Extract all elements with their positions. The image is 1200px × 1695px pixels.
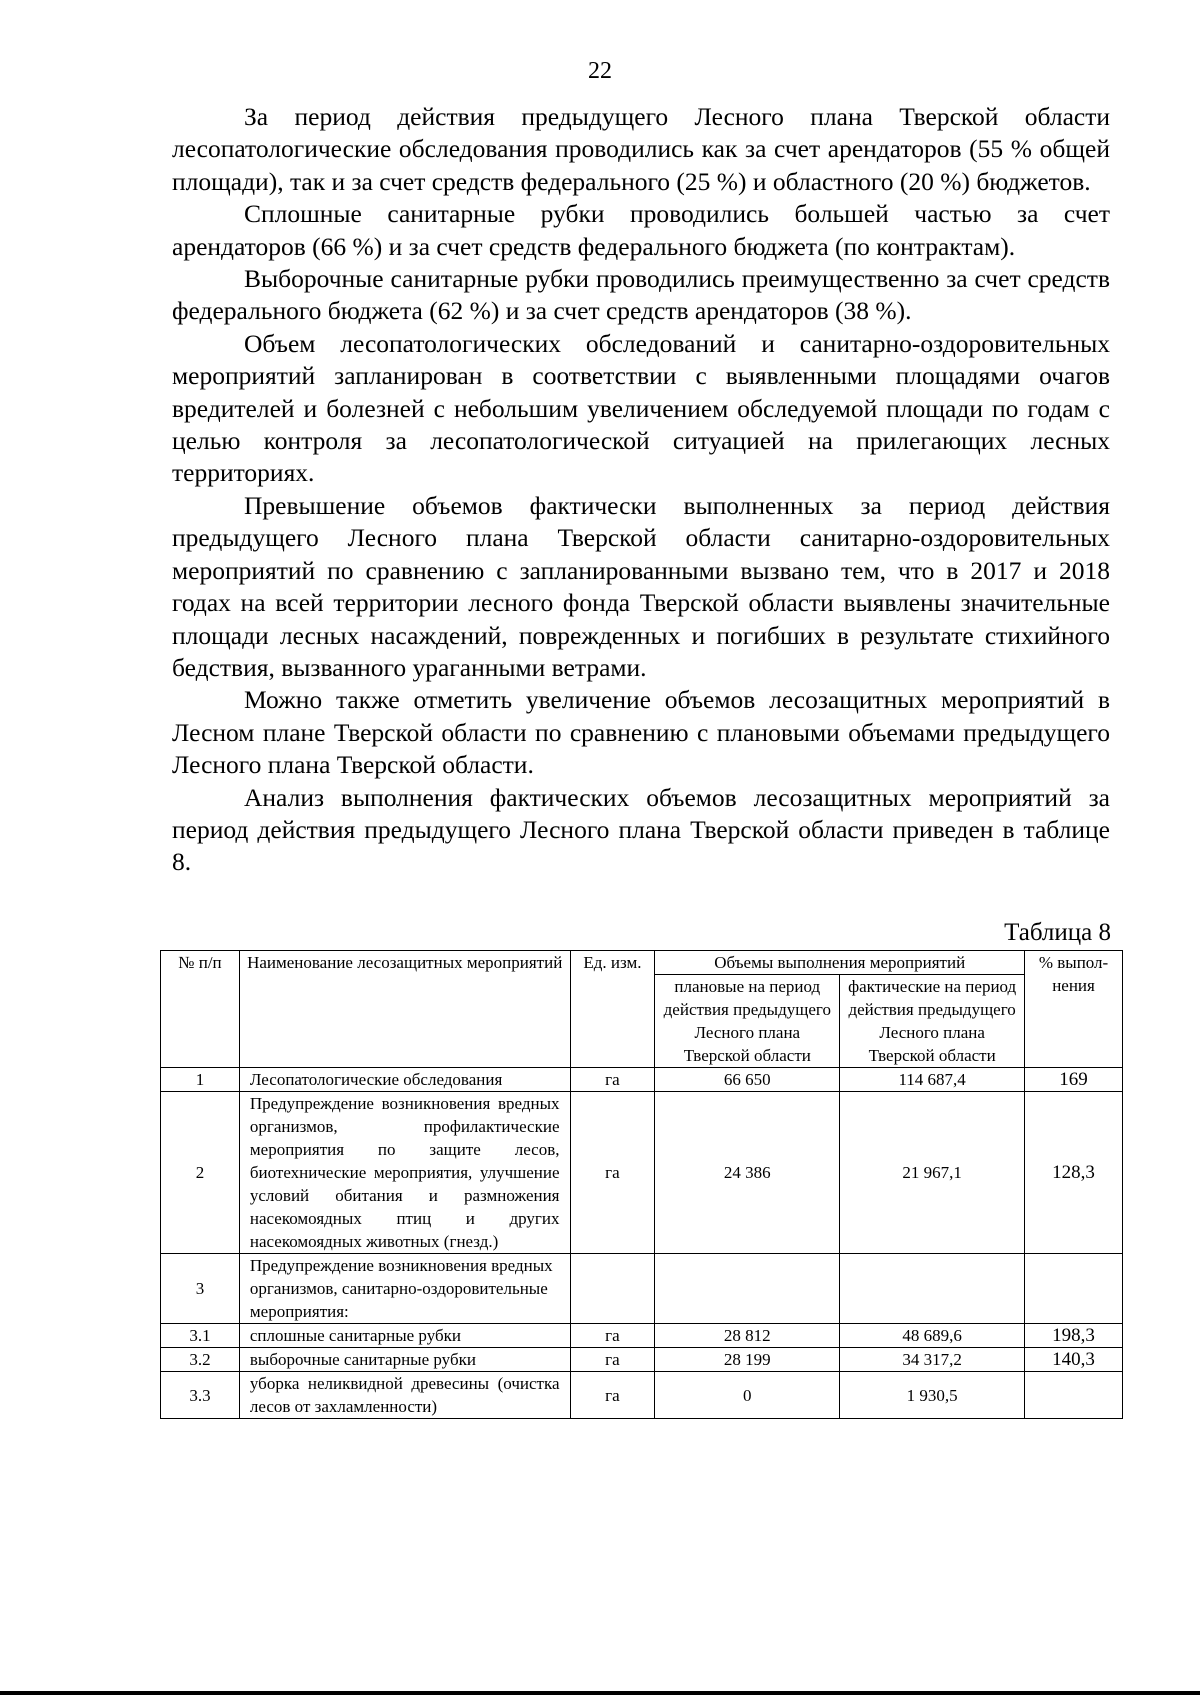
cell-name: выборочные санитарные рубки (239, 1348, 570, 1372)
cell-unit: га (570, 1324, 655, 1348)
paragraph: Сплошные санитарные рубки проводились большей частью за счет арендаторов (66 %) и за счет средств федерального бюджета (по контрактам). (172, 199, 1110, 261)
cell-name: Предупреждение возникновения вредных организмов, санитарно-оздоровительные мероприятия: (239, 1254, 570, 1324)
cell-unit (570, 1254, 655, 1324)
cell-percent: 140,3 (1025, 1348, 1123, 1372)
header-actual: фактические на период действия предыдущего Лесного плана Тверской области (840, 975, 1025, 1068)
cell-actual: 34 317,2 (840, 1348, 1025, 1372)
cell-unit: га (570, 1372, 655, 1419)
cell-num: 3.3 (161, 1372, 240, 1419)
cell-unit: га (570, 1068, 655, 1092)
cell-percent (1025, 1372, 1123, 1419)
paragraph: Объем лесопатологических обследований и санитарно-оздоровительных мероприятий запланирован в соответствии с выявленными площадями очагов вредителей и болезней с небольшим увеличением обследуемой площади по годам с целью контроля за лесопатологической ситуацией на прилегающих лесных территориях. (172, 328, 1110, 488)
header-num: № п/п (161, 951, 240, 1068)
paragraph: Выборочные санитарные рубки проводились преимущественно за счет средств федерального бюджета (62 %) и за счет средств арендаторов (38 %). (172, 264, 1110, 326)
header-percent: % выпол-нения (1025, 951, 1123, 1068)
scan-edge-rule (0, 1691, 1200, 1695)
header-unit: Ед. изм. (570, 951, 655, 1068)
header-name: Наименование лесозащитных мероприятий (239, 951, 570, 1068)
cell-actual (840, 1254, 1025, 1324)
cell-percent (1025, 1254, 1123, 1324)
cell-num: 3 (161, 1254, 240, 1324)
cell-percent: 198,3 (1025, 1324, 1123, 1348)
cell-actual: 1 930,5 (840, 1372, 1025, 1419)
cell-num: 2 (161, 1092, 240, 1254)
paragraph: Можно также отметить увеличение объемов лесозащитных мероприятий в Лесном плане Тверской области по сравнению с плановыми объемами предыдущего Лесного плана Тверской области. (172, 685, 1110, 780)
cell-num: 3.2 (161, 1348, 240, 1372)
body-text (172, 101, 1110, 879)
table-row (161, 1324, 1123, 1348)
table-row (161, 1068, 1123, 1092)
paragraph: Превышение объемов фактически выполненных за период действия предыдущего Лесного плана Тверской области санитарно-оздоровительных мероприятий по сравнению с запланированными вызвано тем, что в 2017 и 2018 годах на всей территории лесного фонда Тверской области выявлены значительные площади лесных насаждений, поврежденных и погибших в результате стихийного бедствия, вызванного ураганными ветрами. (172, 490, 1110, 682)
table-row (161, 1092, 1123, 1254)
table-row (161, 1348, 1123, 1372)
cell-planned: 66 650 (655, 1068, 840, 1092)
cell-unit: га (570, 1092, 655, 1254)
cell-name: сплошные санитарные рубки (239, 1324, 570, 1348)
cell-planned: 28 199 (655, 1348, 840, 1372)
cell-num: 3.1 (161, 1324, 240, 1348)
cell-planned: 24 386 (655, 1092, 840, 1254)
cell-name: Лесопатологические обследования (239, 1068, 570, 1092)
table-caption: Таблица 8 (1004, 919, 1111, 946)
cell-num: 1 (161, 1068, 240, 1092)
header-planned: плановые на период действия предыдущего Лесного плана Тверской области (655, 975, 840, 1068)
table-row (161, 1254, 1123, 1324)
paragraph: Анализ выполнения фактических объемов лесозащитных мероприятий за период действия предыдущего Лесного плана Тверской области приведен в таблице 8. (172, 782, 1110, 877)
cell-name: Предупреждение возникновения вредных организмов, профилактические мероприятия по защите лесов, биотехнические мероприятия, улучшение условий обитания и размножения насекомоядных птиц и других насекомоядных животных (гнезд.) (239, 1092, 570, 1254)
paragraph: За период действия предыдущего Лесного плана Тверской области лесопатологические обследования проводились как за счет арендаторов (55 % общей площади), так и за счет средств федерального (25 %) и областного (20 %) бюджетов. (172, 102, 1110, 196)
cell-planned: 0 (655, 1372, 840, 1419)
page-number: 22 (588, 58, 612, 84)
cell-actual: 48 689,6 (840, 1324, 1025, 1348)
cell-actual: 21 967,1 (840, 1092, 1025, 1254)
cell-percent: 169 (1025, 1068, 1123, 1092)
table-header-row (161, 951, 1123, 975)
cell-actual: 114 687,4 (840, 1068, 1025, 1092)
cell-unit: га (570, 1348, 655, 1372)
table-row (161, 1372, 1123, 1419)
measures-table (160, 950, 1123, 1419)
cell-planned (655, 1254, 840, 1324)
cell-planned: 28 812 (655, 1324, 840, 1348)
header-volumes: Объемы выполнения мероприятий (655, 951, 1025, 975)
cell-name: уборка неликвидной древесины (очистка лесов от захламленности) (239, 1372, 570, 1419)
cell-percent: 128,3 (1025, 1092, 1123, 1254)
